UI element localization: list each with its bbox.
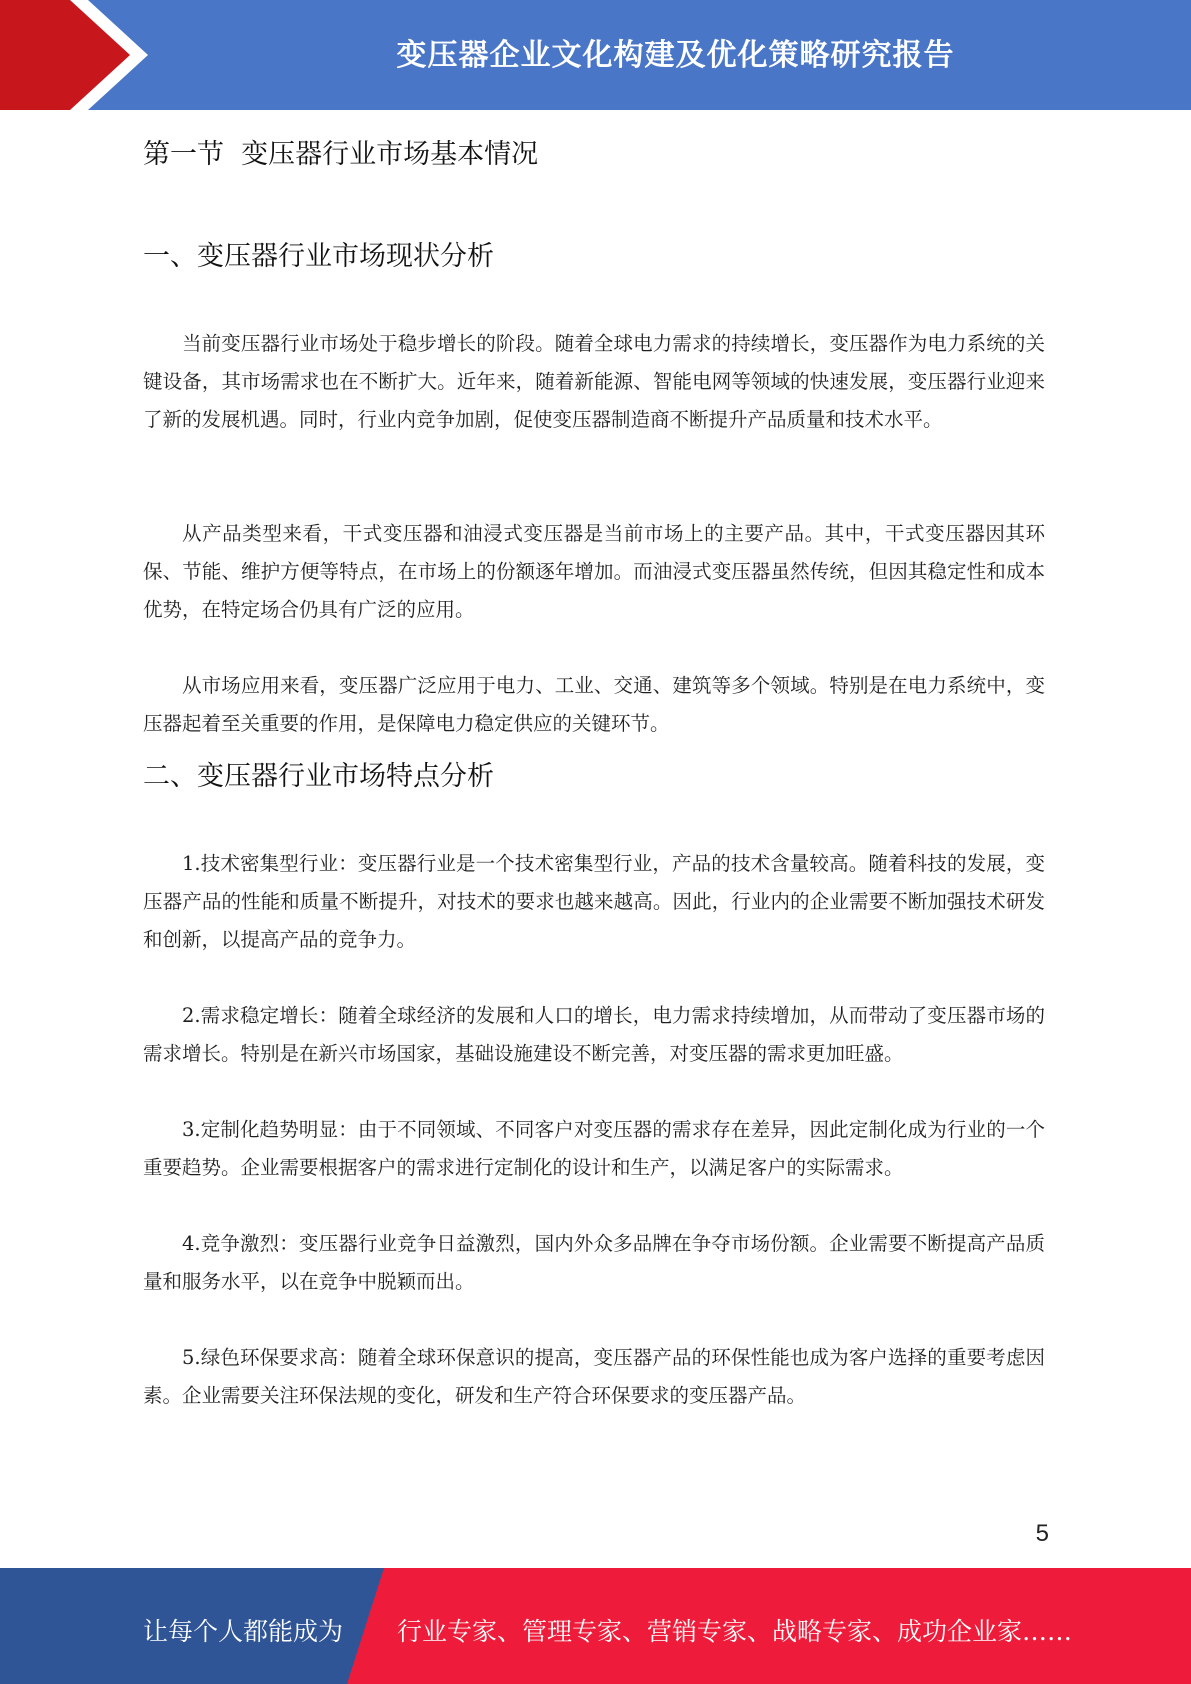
paragraph: 从产品类型来看，干式变压器和油浸式变压器是当前市场上的主要产品。其中，干式变压器因其环保、节能、维护方便等特点，在市场上的份额逐年增加。而油浸式变压器虽然传统，但因其稳定性和成本优势，在特定场合仍具有广泛的应用。 — [143, 522, 1045, 621]
list-item: 1.技术密集型行业：变压器行业是一个技术密集型行业，产品的技术含量较高。随着科技的发展，变压器产品的性能和质量不断提升，对技术的要求也越来越高。因此，行业内的企业需要不断加强技术研发和创新，以提高产品的竞争力。 — [143, 852, 1045, 951]
report-title: 变压器企业文化构建及优化策略研究报告 — [396, 38, 955, 73]
section-title: 第一节 变压器行业市场基本情况 — [143, 139, 539, 170]
paragraph: 从市场应用来看，变压器广泛应用于电力、工业、交通、建筑等多个领域。特别是在电力系统中，变压器起着至关重要的作用，是保障电力稳定供应的关键环节。 — [143, 674, 1045, 735]
list-item: 5.绿色环保要求高：随着全球环保意识的提高，变压器产品的环保性能也成为客户选择的重要考虑因素。企业需要关注环保法规的变化，研发和生产符合环保要求的变压器产品。 — [143, 1346, 1045, 1407]
heading-market-status: 一、变压器行业市场现状分析 — [143, 241, 494, 272]
footer-slogan-right: 行业专家、管理专家、营销专家、战略专家、成功企业家…… — [397, 1617, 1073, 1646]
paragraph: 当前变压器行业市场处于稳步增长的阶段。随着全球电力需求的持续增长，变压器作为电力系统的关键设备，其市场需求也在不断扩大。近年来，随着新能源、智能电网等领域的快速发展，变压器行业迎来了新的发展机遇。同时，行业内竞争加剧，促使变压器制造商不断提升产品质量和技术水平。 — [143, 332, 1045, 431]
list-item: 2.需求稳定增长：随着全球经济的发展和人口的增长，电力需求持续增加，从而带动了变压器市场的需求增长。特别是在新兴市场国家，基础设施建设不断完善，对变压器的需求更加旺盛。 — [143, 1004, 1045, 1065]
list-item: 3.定制化趋势明显：由于不同领域、不同客户对变压器的需求存在差异，因此定制化成为行业的一个重要趋势。企业需要根据客户的需求进行定制化的设计和生产，以满足客户的实际需求。 — [143, 1118, 1045, 1179]
list-item: 4.竞争激烈：变压器行业竞争日益激烈，国内外众多品牌在争夺市场份额。企业需要不断提高产品质量和服务水平，以在竞争中脱颖而出。 — [143, 1232, 1045, 1293]
page-header — [0, 0, 1191, 110]
page-footer — [0, 1568, 1191, 1684]
page-number: 5 — [1035, 1520, 1049, 1547]
heading-market-features: 二、变压器行业市场特点分析 — [143, 761, 494, 792]
footer-slogan-left: 让每个人都能成为 — [143, 1617, 344, 1646]
